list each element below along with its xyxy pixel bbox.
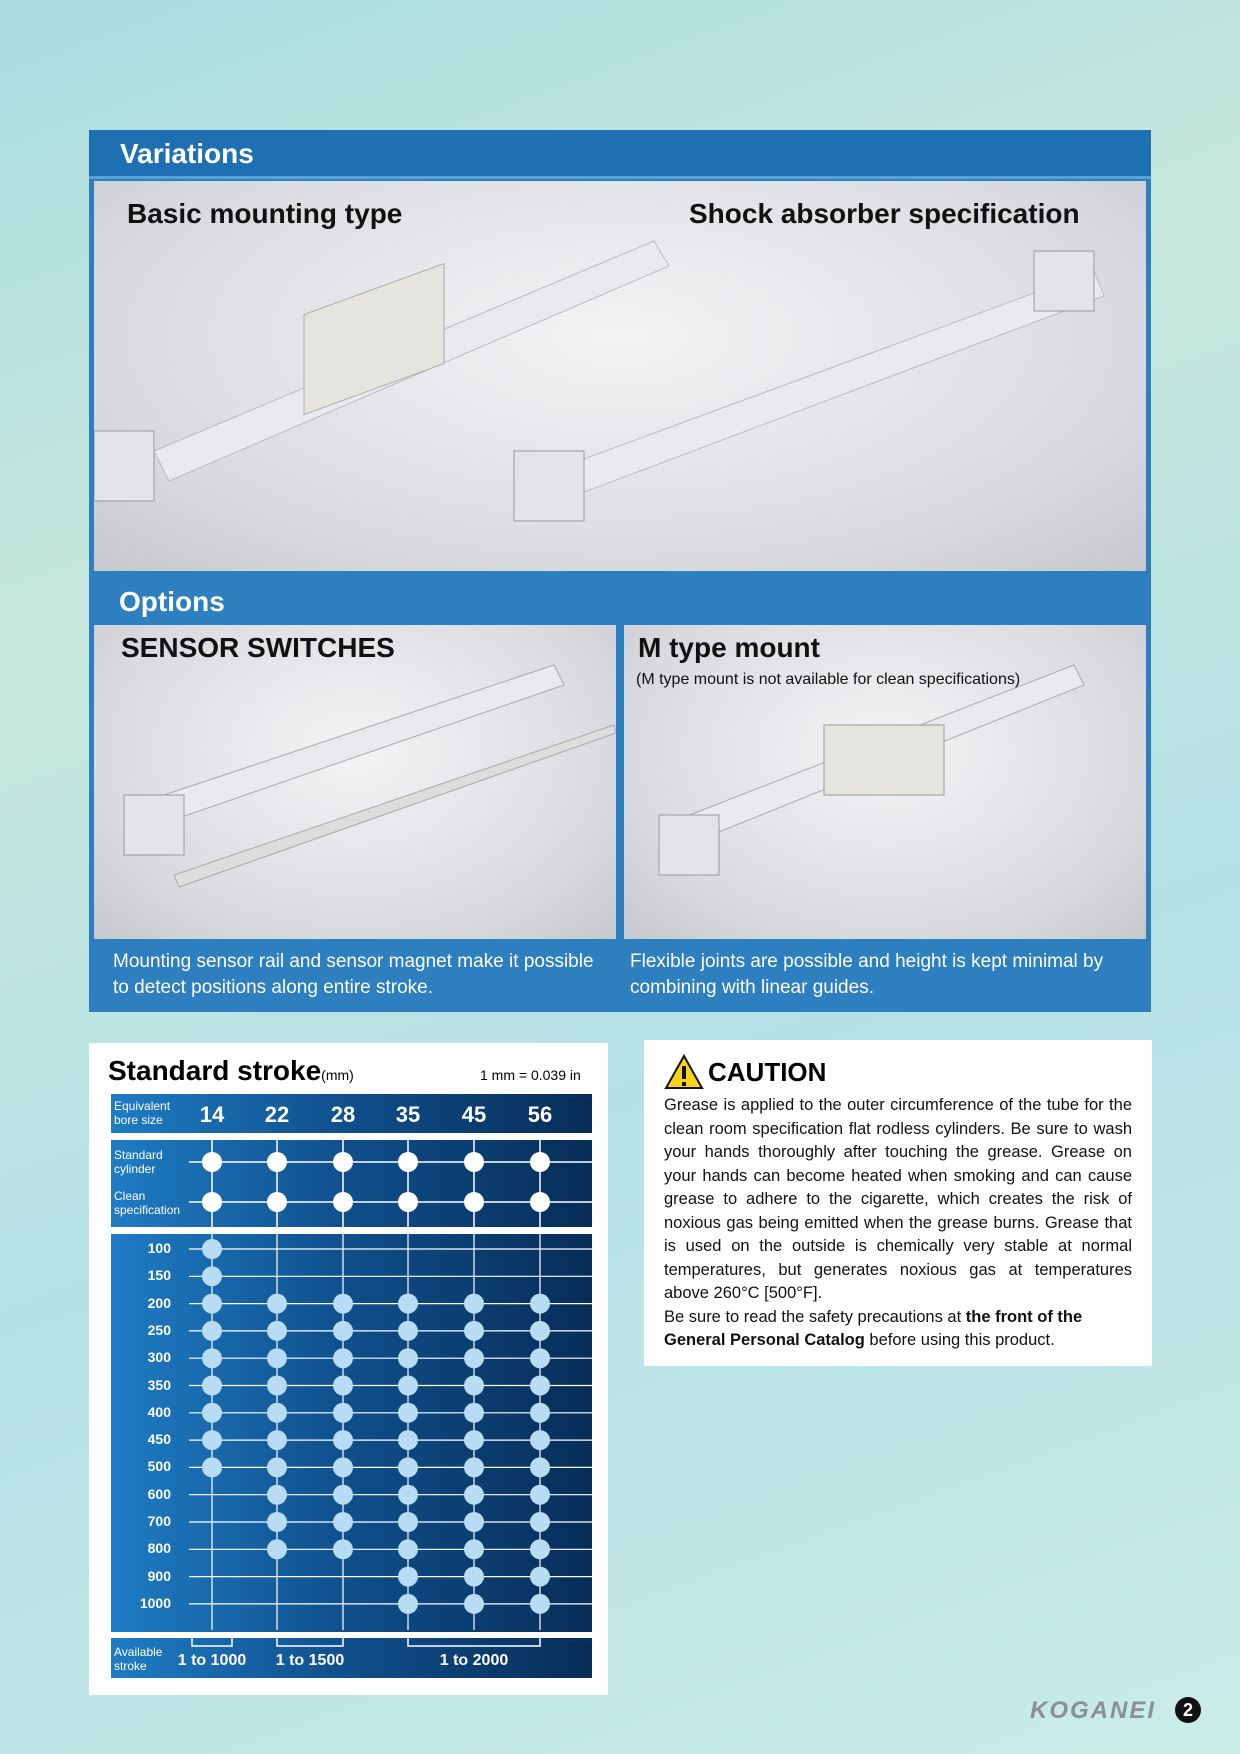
stroke-dot-56-800 [530,1539,550,1559]
stroke-label-400: 400 [147,1403,171,1420]
stroke-dot-14-250 [202,1321,222,1341]
stroke-label-600: 600 [147,1485,171,1502]
available-bracket [192,1638,232,1646]
stroke-dot-28-450 [333,1430,353,1450]
clean-dot-28 [333,1192,353,1212]
clean-dot-35 [398,1192,418,1212]
stroke-dot-45-1000 [464,1594,484,1614]
stroke-label-700: 700 [147,1513,171,1529]
variations-heading: Variations [120,138,254,169]
stroke-dot-35-600 [398,1485,418,1505]
clean-dot-56 [530,1192,550,1212]
bore-22: 22 [264,1102,290,1127]
stroke-label-250: 250 [147,1321,171,1338]
stroke-matrix [111,1094,592,1678]
stroke-dot-14-500 [202,1457,222,1477]
standard-dot-14 [202,1152,222,1172]
bore-45: 45 [461,1102,487,1127]
stroke-dot-56-450 [530,1430,550,1450]
standard-stroke-title: Standard stroke(mm) [108,1055,354,1086]
stroke-dot-35-350 [398,1376,418,1396]
bore-56: 56 [527,1102,553,1127]
available-stroke-0: 1 to 1000 [177,1652,247,1669]
bore-28: 28 [330,1102,356,1127]
clean-dot-14 [202,1192,222,1212]
clean-dot-22 [267,1192,287,1212]
page-number: 2 [1175,1697,1201,1723]
stroke-dot-28-250 [333,1321,353,1341]
stroke-dot-28-500 [333,1457,353,1477]
variations-photo [94,181,1146,571]
stroke-dot-14-200 [202,1294,222,1314]
stroke-dot-28-200 [333,1294,353,1314]
stroke-dot-22-400 [267,1403,287,1423]
stroke-dot-28-800 [333,1539,353,1559]
stroke-dot-56-700 [530,1512,550,1532]
standard-dot-45 [464,1152,484,1172]
stroke-label-100: 100 [147,1240,171,1256]
stroke-dot-22-200 [267,1294,287,1314]
stroke-dot-35-700 [398,1512,418,1532]
available-stroke-2: 1 to 2000 [439,1652,509,1669]
available-label: Available stroke [114,1645,163,1673]
stroke-dot-28-600 [333,1485,353,1505]
caution-title: CAUTION [708,1056,827,1087]
stroke-dot-22-350 [267,1376,287,1396]
standard-dot-35 [398,1152,418,1172]
stroke-dot-35-400 [398,1403,418,1423]
sensor-switch-photo [94,625,616,939]
stroke-dot-45-200 [464,1294,484,1314]
available-bracket [277,1638,343,1646]
stroke-dot-56-600 [530,1485,550,1505]
m-type-mount-title: M type mount [638,632,820,663]
stroke-dot-56-500 [530,1457,550,1477]
options-heading: Options [119,586,225,617]
stroke-dot-56-900 [530,1567,550,1587]
stroke-dot-22-600 [267,1485,287,1505]
sensor-switches-title: SENSOR SWITCHES [121,632,395,663]
cylinder-images [94,181,1146,571]
stroke-dot-56-1000 [530,1594,550,1614]
stroke-dot-22-500 [267,1457,287,1477]
standard-dot-56 [530,1152,550,1172]
stroke-dot-45-800 [464,1539,484,1559]
stroke-dot-22-700 [267,1512,287,1532]
clean-label: Clean specification [114,1189,181,1217]
stroke-dot-22-250 [267,1321,287,1341]
stroke-dot-45-350 [464,1376,484,1396]
stroke-label-450: 450 [147,1431,171,1448]
stroke-dot-14-400 [202,1403,222,1423]
basic-mounting-title: Basic mounting type [127,198,403,229]
stroke-dot-45-600 [464,1485,484,1505]
stroke-label-300: 300 [147,1349,171,1366]
stroke-dot-22-800 [267,1539,287,1559]
warning-icon [664,1054,704,1090]
stroke-dot-28-400 [333,1403,353,1423]
stroke-label-1000: 1000 [139,1594,171,1611]
stroke-label-350: 350 [147,1376,171,1393]
stroke-dot-28-300 [333,1348,353,1368]
available-stroke-1: 1 to 1500 [275,1652,345,1669]
stroke-dot-28-700 [333,1512,353,1532]
stroke-dot-56-250 [530,1321,550,1341]
bore-14: 14 [199,1102,225,1127]
stroke-marks [111,1094,592,1678]
stroke-dot-22-450 [267,1430,287,1450]
stroke-dot-45-250 [464,1321,484,1341]
stroke-dot-45-700 [464,1512,484,1532]
stroke-dot-56-350 [530,1376,550,1396]
stroke-label-150: 150 [147,1267,171,1284]
clean-dot-45 [464,1192,484,1212]
koganei-logo: KOGANEI [1030,1697,1157,1724]
stroke-label-500: 500 [147,1458,171,1475]
shock-absorber-title: Shock absorber specification [689,198,1080,229]
stroke-dot-35-800 [398,1539,418,1559]
standard-dot-22 [267,1152,287,1172]
available-bracket [408,1638,540,1646]
stroke-dot-56-400 [530,1403,550,1423]
caution-body: Grease is applied to the outer circumference of the tube for the clean room specification flat rodless cylinders. Be sure to wash your hands thoroughly after touching the grease. Grease on your hands can become heated when smoking and can cause grease to adhere to the cigarette, which creates the risk of noxious gas being emitted when the grease burns. Grease that is used on the outside is chemically very stable at normal temperatures, but generates noxious gas at temperatures above 260°C [500°F]. [664,1096,1132,1302]
stroke-dot-35-250 [398,1321,418,1341]
stroke-dot-35-450 [398,1430,418,1450]
stroke-dot-14-300 [202,1348,222,1368]
caution-body-2: Be sure to read the safety precautions at the front of the General Personal Catalog before using this product. [664,1307,1083,1349]
bore-size-label: Equivalent bore size [114,1099,171,1127]
stroke-dot-14-100 [202,1239,222,1259]
stroke-dot-35-500 [398,1457,418,1477]
m-type-caption: Flexible joints are possible and height is kept minimal by combining with linear guides. [630,951,1104,998]
stroke-dot-35-300 [398,1348,418,1368]
stroke-dot-35-200 [398,1294,418,1314]
stroke-dot-45-400 [464,1403,484,1423]
stroke-dot-45-500 [464,1457,484,1477]
stroke-dot-45-450 [464,1430,484,1450]
standard-dot-28 [333,1152,353,1172]
stroke-label-800: 800 [147,1540,171,1557]
stroke-label-900: 900 [147,1567,171,1584]
stroke-dot-56-300 [530,1348,550,1368]
stroke-dot-45-300 [464,1348,484,1368]
sensor-caption: Mounting sensor rail and sensor magnet make it possible to detect positions along entire stroke. [113,951,594,998]
caution-box [644,1040,1152,1366]
stroke-label-200: 200 [147,1294,171,1311]
stroke-dot-22-300 [267,1348,287,1368]
stroke-dot-35-1000 [398,1594,418,1614]
stroke-dot-45-900 [464,1567,484,1587]
stroke-dot-14-350 [202,1376,222,1396]
stroke-dot-14-150 [202,1266,222,1286]
bore-35: 35 [395,1102,421,1127]
stroke-dot-56-200 [530,1294,550,1314]
stroke-dot-14-450 [202,1430,222,1450]
stroke-dot-35-900 [398,1567,418,1587]
standard-label: Standard cylinder [114,1148,163,1176]
unit-conversion: 1 mm = 0.039 in [480,1067,581,1083]
stroke-dot-28-350 [333,1376,353,1396]
m-type-note: (M type mount is not available for clean specifications) [636,671,1021,688]
